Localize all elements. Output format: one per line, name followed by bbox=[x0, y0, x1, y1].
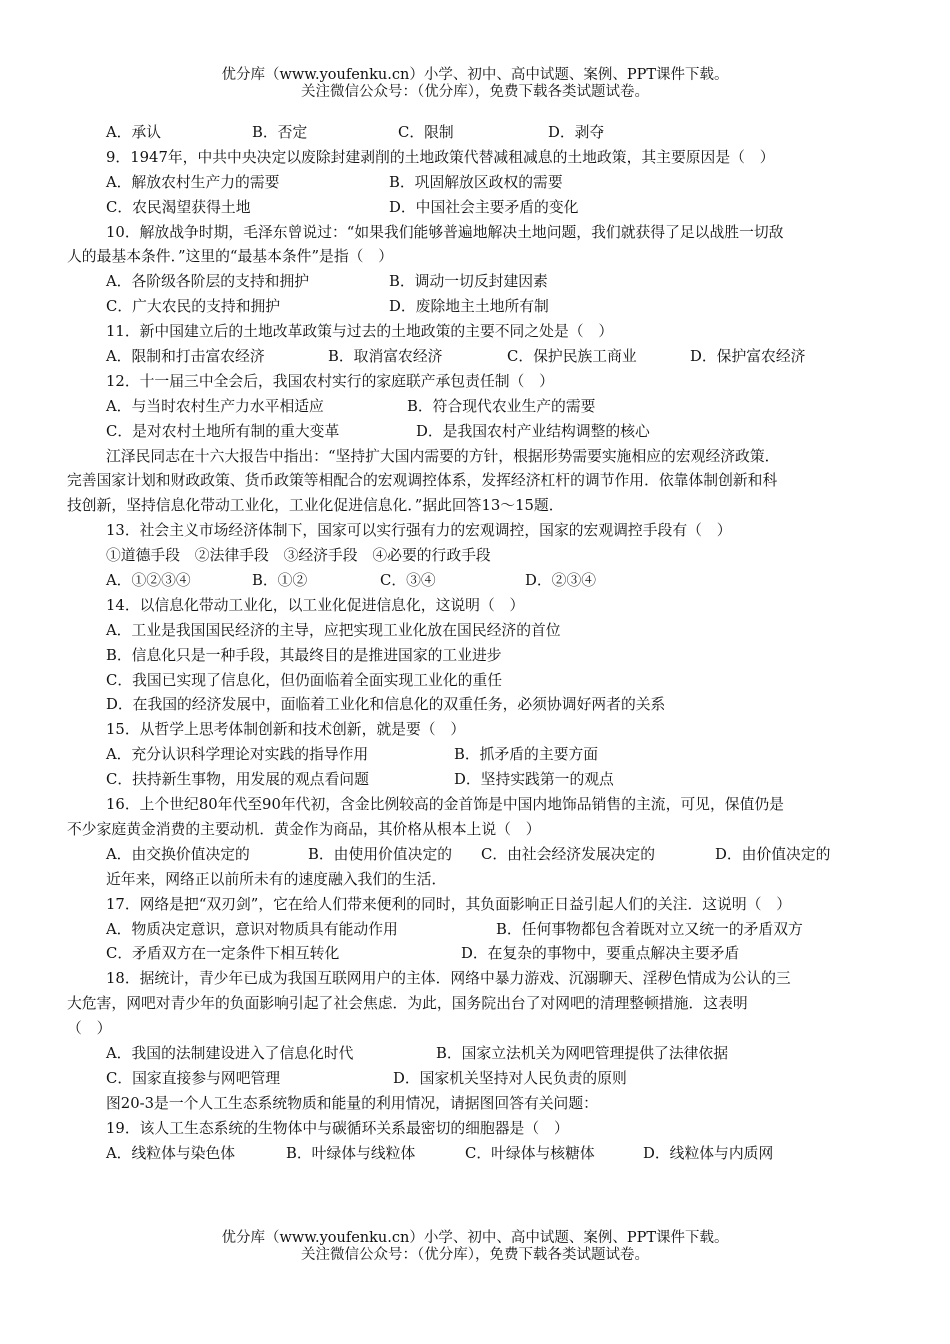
q15-option-c: C．扶持新生事物，用发展的观点看问题 bbox=[106, 771, 369, 789]
question-12-stem: 12．十一届三中全会后，我国农村实行的家庭联产承包责任制（ ） bbox=[106, 372, 554, 390]
q17-option-d: D．在复杂的事物中，要重点解决主要矛盾 bbox=[461, 945, 740, 963]
q12-option-b: B．符合现代农业生产的需要 bbox=[407, 397, 596, 415]
q16-option-c: C．由社会经济发展决定的 bbox=[481, 845, 656, 863]
passage-1-line-3: 技创新，坚持信息化带动工业化，工业化促进信息化．”据此回答13～15题． bbox=[67, 497, 564, 515]
q10-option-b: B．调动一切反封建因素 bbox=[389, 273, 548, 291]
q12-option-c: C．是对农村土地所有制的重大变革 bbox=[106, 422, 340, 440]
q14-option-c: C．我国已实现了信息化，但仍面临着全面实现工业化的重任 bbox=[106, 671, 503, 689]
question-10-stem-2: 人的最基本条件．”这里的“最基本条件”是指（ ） bbox=[67, 248, 394, 266]
question-10-options-ab bbox=[103, 270, 883, 295]
question-9-options-cd bbox=[103, 196, 883, 221]
q16-option-b: B．由使用价值决定的 bbox=[308, 845, 453, 863]
q13-option-b: B．①② bbox=[252, 572, 308, 590]
q10-option-d: D．废除地主土地所有制 bbox=[389, 298, 549, 316]
q18-option-c: C．国家直接参与网吧管理 bbox=[106, 1069, 281, 1087]
q9-option-a: A．解放农村生产力的需要 bbox=[106, 173, 280, 191]
q10-option-a: A．各阶级各阶层的支持和拥护 bbox=[106, 273, 310, 291]
q17-option-a: A．物质决定意识，意识对物质具有能动作用 bbox=[106, 920, 398, 938]
q19-option-a: A．线粒体与染色体 bbox=[106, 1144, 236, 1162]
q11-option-d: D．保护富农经济 bbox=[690, 348, 806, 366]
q13-option-d: D．②③④ bbox=[525, 572, 597, 590]
q11-option-b: B．取消富农经济 bbox=[328, 348, 443, 366]
q11-option-a: A．限制和打击富农经济 bbox=[106, 348, 265, 366]
footer-line-2: 关注微信公众号：（优分库），免费下载各类试题试卷。 bbox=[301, 1247, 649, 1263]
question-16-stem-1: 16．上个世纪80年代至90年代初，含金比例较高的金首饰是中国内地饰品销售的主流，可见，保值仍是 bbox=[106, 796, 784, 814]
question-15-options-ab bbox=[103, 743, 883, 768]
q14-option-b: B．信息化只是一种手段，其最终目的是推进国家的工业进步 bbox=[106, 646, 502, 664]
q9-option-c: C．农民渴望获得土地 bbox=[106, 198, 251, 216]
page-header bbox=[0, 67, 950, 101]
q11-option-c: C．保护民族工商业 bbox=[507, 348, 637, 366]
q8-option-d: D．剥夺 bbox=[548, 124, 605, 141]
passage-2: 近年来，网络正以前所未有的速度融入我们的生活． bbox=[106, 870, 447, 888]
question-18-options-cd bbox=[103, 1067, 883, 1092]
exam-content bbox=[67, 121, 883, 1166]
q16-option-a: A．由交换价值决定的 bbox=[106, 845, 250, 863]
question-18-options-ab bbox=[103, 1042, 883, 1067]
q15-option-a: A．充分认识科学理论对实践的指导作用 bbox=[106, 746, 369, 764]
q17-option-b: B．任何事物都包含着既对立又统一的矛盾双方 bbox=[496, 920, 803, 938]
question-15-stem: 15．从哲学上思考体制创新和技术创新，就是要（ ） bbox=[106, 721, 466, 739]
q19-option-d: D．线粒体与内质网 bbox=[643, 1144, 774, 1162]
header-line-2: 关注微信公众号：（优分库），免费下载各类试题试卷。 bbox=[301, 84, 649, 100]
question-18-stem-3: （ ） bbox=[67, 1020, 112, 1038]
q18-option-b: B．国家立法机关为网吧管理提供了法律依据 bbox=[436, 1044, 729, 1062]
question-13-options bbox=[103, 569, 883, 594]
q14-option-a: A．工业是我国国民经济的主导，应把实现工业化放在国民经济的首位 bbox=[106, 621, 561, 639]
question-17-stem: 17．网络是把“双刃剑”，它在给人们带来便利的同时，其负面影响正日益引起人们的关注．这说明（ ） bbox=[106, 895, 792, 913]
q8-option-a: A．承认 bbox=[106, 124, 162, 141]
q14-option-d: D．在我国的经济发展中，面临着工业化和信息化的双重任务，必须协调好两者的关系 bbox=[106, 696, 666, 714]
q12-option-a: A．与当时农村生产力水平相适应 bbox=[106, 397, 324, 415]
passage-1-line-1: 江泽民同志在十六大报告中指出：“坚持扩大国内需要的方针，根据形势需要实施相应的宏观经济政策． bbox=[106, 447, 780, 465]
question-12-options-cd bbox=[103, 420, 883, 445]
question-19-stem: 19．该人工生态系统的生物体中与碳循环关系最密切的细胞器是（ ） bbox=[106, 1119, 569, 1137]
q8-option-c: C．限制 bbox=[398, 124, 454, 141]
question-14-stem: 14．以信息化带动工业化，以工业化促进信息化，这说明（ ） bbox=[106, 596, 525, 614]
q19-option-b: B．叶绿体与线粒体 bbox=[286, 1144, 416, 1162]
q10-option-c: C．广大农民的支持和拥护 bbox=[106, 298, 281, 316]
q18-option-a: A．我国的法制建设进入了信息化时代 bbox=[106, 1044, 354, 1062]
question-9-stem: 9．1947年，中共中央决定以废除封建剥削的土地政策代替减租减息的土地政策，其主要原因是（ ） bbox=[106, 148, 775, 166]
q13-option-c: C．③④ bbox=[380, 572, 436, 590]
question-18-stem-1: 18．据统计，青少年已成为我国互联网用户的主体．网络中暴力游戏、沉溺聊天、淫秽色情成为公认的三 bbox=[106, 970, 791, 988]
q15-option-d: D．坚持实践第一的观点 bbox=[454, 771, 614, 789]
q8-option-b: B．否定 bbox=[252, 124, 308, 141]
question-18-stem-2: 大危害，网吧对青少年的负面影响引起了社会焦虑．为此，国务院出台了对网吧的清理整顿措施．这表明 bbox=[67, 995, 748, 1013]
question-13-stem: 13．社会主义市场经济体制下，国家可以实行强有力的宏观调控，国家的宏观调控手段有（ ） bbox=[106, 522, 732, 540]
header-line-1: 优分库（www.youfenku.cn）小学、初中、高中试题、案例、PPT课件下载。 bbox=[221, 67, 729, 83]
q17-option-c: C．矛盾双方在一定条件下相互转化 bbox=[106, 945, 340, 963]
q16-option-d: D．由价值决定的 bbox=[715, 845, 831, 863]
question-11-stem: 11．新中国建立后的土地改革政策与过去的土地政策的主要不同之处是（ ） bbox=[106, 323, 614, 341]
question-11-options bbox=[103, 345, 883, 370]
page-footer bbox=[0, 1230, 950, 1264]
question-16-options bbox=[103, 843, 883, 868]
q13-option-a: A．①②③④ bbox=[106, 572, 191, 590]
question-17-options-ab bbox=[103, 918, 883, 943]
question-9-options-ab bbox=[103, 171, 883, 196]
question-10-stem-1: 10．解放战争时期，毛泽东曾说过：“如果我们能够普遍地解决土地问题，我们就获得了足以战胜一切敌 bbox=[106, 223, 784, 241]
question-8-options bbox=[103, 121, 883, 146]
question-16-stem-2: 不少家庭黄金消费的主要动机．黄金作为商品，其价格从根本上说（ ） bbox=[67, 820, 541, 838]
question-19-options bbox=[103, 1142, 883, 1167]
question-12-options-ab bbox=[103, 395, 883, 420]
q19-option-c: C．叶绿体与核糖体 bbox=[465, 1144, 595, 1162]
q12-option-d: D．是我国农村产业结构调整的核心 bbox=[416, 422, 650, 440]
question-17-options-cd bbox=[103, 942, 883, 967]
question-13-items: ①道德手段 ②法律手段 ③经济手段 ④必要的行政手段 bbox=[106, 547, 491, 565]
question-15-options-cd bbox=[103, 768, 883, 793]
q9-option-b: B．巩固解放区政权的需要 bbox=[389, 173, 563, 191]
passage-1-line-2: 完善国家计划和财政政策、货币政策等相配合的宏观调控体系，发挥经济杠杆的调节作用．依靠体制创新和科 bbox=[67, 472, 778, 490]
footer-line-1: 优分库（www.youfenku.cn）小学、初中、高中试题、案例、PPT课件下载。 bbox=[221, 1230, 729, 1246]
question-10-options-cd bbox=[103, 295, 883, 320]
passage-3: 图20-3是一个人工生态系统物质和能量的利用情况，请据图回答有关问题： bbox=[106, 1094, 598, 1112]
q15-option-b: B．抓矛盾的主要方面 bbox=[454, 746, 599, 764]
q9-option-d: D．中国社会主要矛盾的变化 bbox=[389, 198, 579, 216]
q18-option-d: D．国家机关坚持对人民负责的原则 bbox=[393, 1069, 627, 1087]
